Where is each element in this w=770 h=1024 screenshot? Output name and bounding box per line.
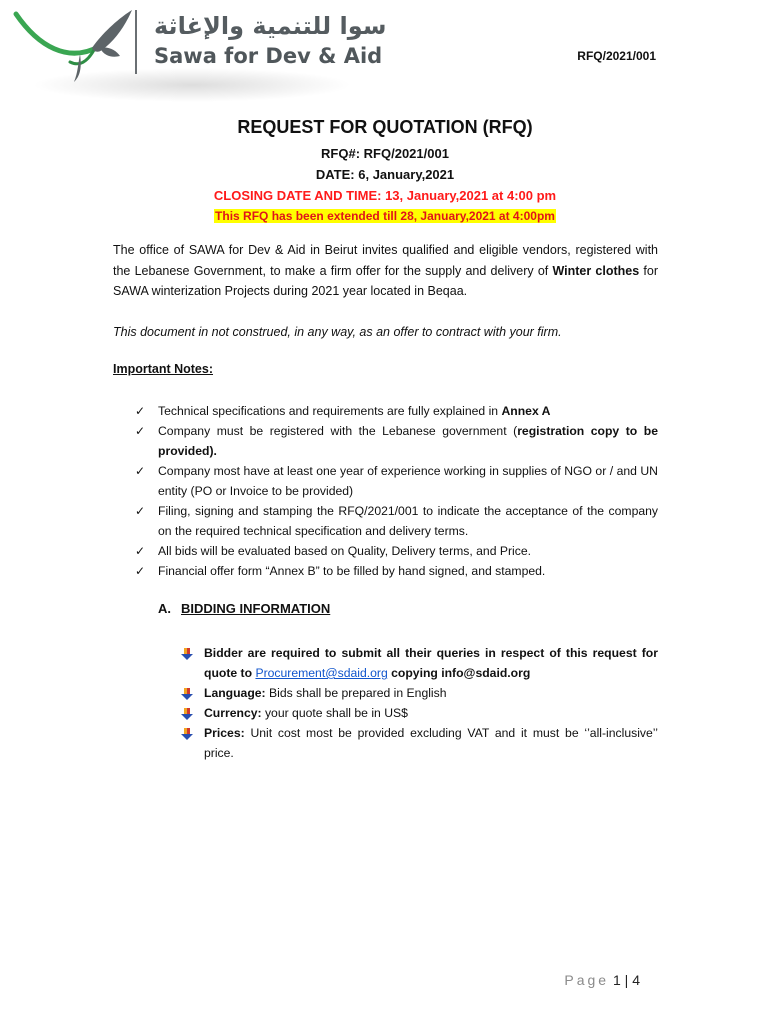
list-item	[180, 643, 658, 683]
extension-highlight: This RFQ has been extended till 28, January,2021 at 4:00pm	[215, 209, 555, 223]
page-current: 1	[612, 972, 621, 988]
arrow-down-icon	[180, 708, 194, 720]
page-word: Page	[564, 972, 610, 988]
section-title: BIDDING INFORMATION	[181, 601, 331, 616]
list-item	[113, 501, 658, 541]
intro-highlight: Winter clothes	[552, 263, 640, 278]
bid-cc: copying info@sdaid.org	[387, 666, 531, 680]
note-bold: registration copy to be provided).	[158, 424, 659, 458]
procurement-email-link[interactable]: Procurement@sdaid.org	[255, 666, 388, 680]
org-logo	[8, 6, 387, 98]
bid-text: Unit cost most be provided excluding VAT and it must be ‘’all-inclusive’’ price.	[204, 726, 658, 760]
extension-notice	[0, 209, 770, 223]
note-text: Financial offer form “Annex B” to be filled by hand signed, and stamped.	[158, 564, 546, 578]
note-text: Filing, signing and stamping the RFQ/2021/001 to indicate the acceptance of the company on the required technical specification and delivery terms.	[158, 504, 658, 538]
bid-text: Bids shall be prepared in English	[265, 686, 447, 700]
note-text: Company most have at least one year of experience working in supplies of NGO or / and UN entity (PO or Invoice to be provided)	[158, 464, 658, 498]
list-item	[180, 723, 658, 763]
note-text: All bids will be evaluated based on Quality, Delivery terms, and Price.	[158, 544, 532, 558]
arrow-down-icon	[180, 688, 194, 700]
checkmark-icon: ✓	[135, 564, 146, 578]
closing-date: CLOSING DATE AND TIME: 13, January,2021 at 4:00 pm	[213, 188, 557, 203]
list-item	[113, 421, 658, 461]
bid-label: Currency:	[204, 706, 262, 720]
list-item	[180, 703, 658, 723]
rfq-number: RFQ#: RFQ/2021/001	[321, 146, 449, 161]
list-item	[113, 541, 658, 561]
bid-label: Language:	[204, 686, 266, 700]
header-reference: RFQ/2021/001	[577, 49, 656, 63]
page-total: 4	[632, 972, 640, 988]
checkmark-icon: ✓	[135, 424, 146, 438]
page-footer	[564, 972, 640, 988]
disclaimer: This document in not construed, in any way, as an offer to contract with your firm.	[113, 325, 562, 339]
list-item	[113, 461, 658, 501]
checkmark-icon: ✓	[135, 404, 146, 418]
note-bold: Annex A	[501, 404, 551, 418]
logo-divider	[135, 10, 137, 74]
note-text: Company must be registered with the Lebanese government (	[158, 424, 518, 438]
arrow-down-icon	[180, 728, 194, 740]
note-text: Technical specifications and requirements are fully explained in	[158, 404, 502, 418]
notes-list	[113, 401, 658, 581]
arrow-down-icon	[180, 648, 194, 660]
list-item	[113, 561, 658, 581]
intro-text-start: The office of SAWA for Dev & Aid in Beirut invites qualified and eligible vendors, registered with the Lebanese Government, to make a firm offer for the supply and delivery of	[113, 243, 658, 278]
document-title: REQUEST FOR QUOTATION (RFQ)	[237, 117, 533, 137]
checkmark-icon: ✓	[135, 504, 146, 518]
notes-heading: Important Notes:	[113, 362, 213, 376]
page-separator: |	[624, 972, 629, 988]
bid-text: your quote shall be in US$	[261, 706, 408, 720]
section-letter: A.	[158, 601, 171, 616]
dove-icon	[8, 6, 138, 86]
bid-label: Bidder are required to submit all their queries in respect of this request for quote to	[204, 646, 658, 680]
intro-text-end: for SAWA winterization Projects during 2021 year located in Beqaa.	[113, 263, 658, 298]
section-heading	[158, 601, 330, 616]
list-item	[113, 401, 658, 421]
bid-label: Prices:	[204, 726, 245, 740]
intro-paragraph	[113, 240, 658, 302]
checkmark-icon: ✓	[135, 544, 146, 558]
list-item	[180, 683, 658, 703]
org-name-arabic: سوا للتنمية والإغاثة	[154, 12, 387, 40]
rfq-date: DATE: 6, January,2021	[315, 167, 455, 182]
bidding-list	[180, 643, 658, 763]
checkmark-icon: ✓	[135, 464, 146, 478]
org-name-english: Sawa for Dev & Aid	[154, 44, 383, 68]
